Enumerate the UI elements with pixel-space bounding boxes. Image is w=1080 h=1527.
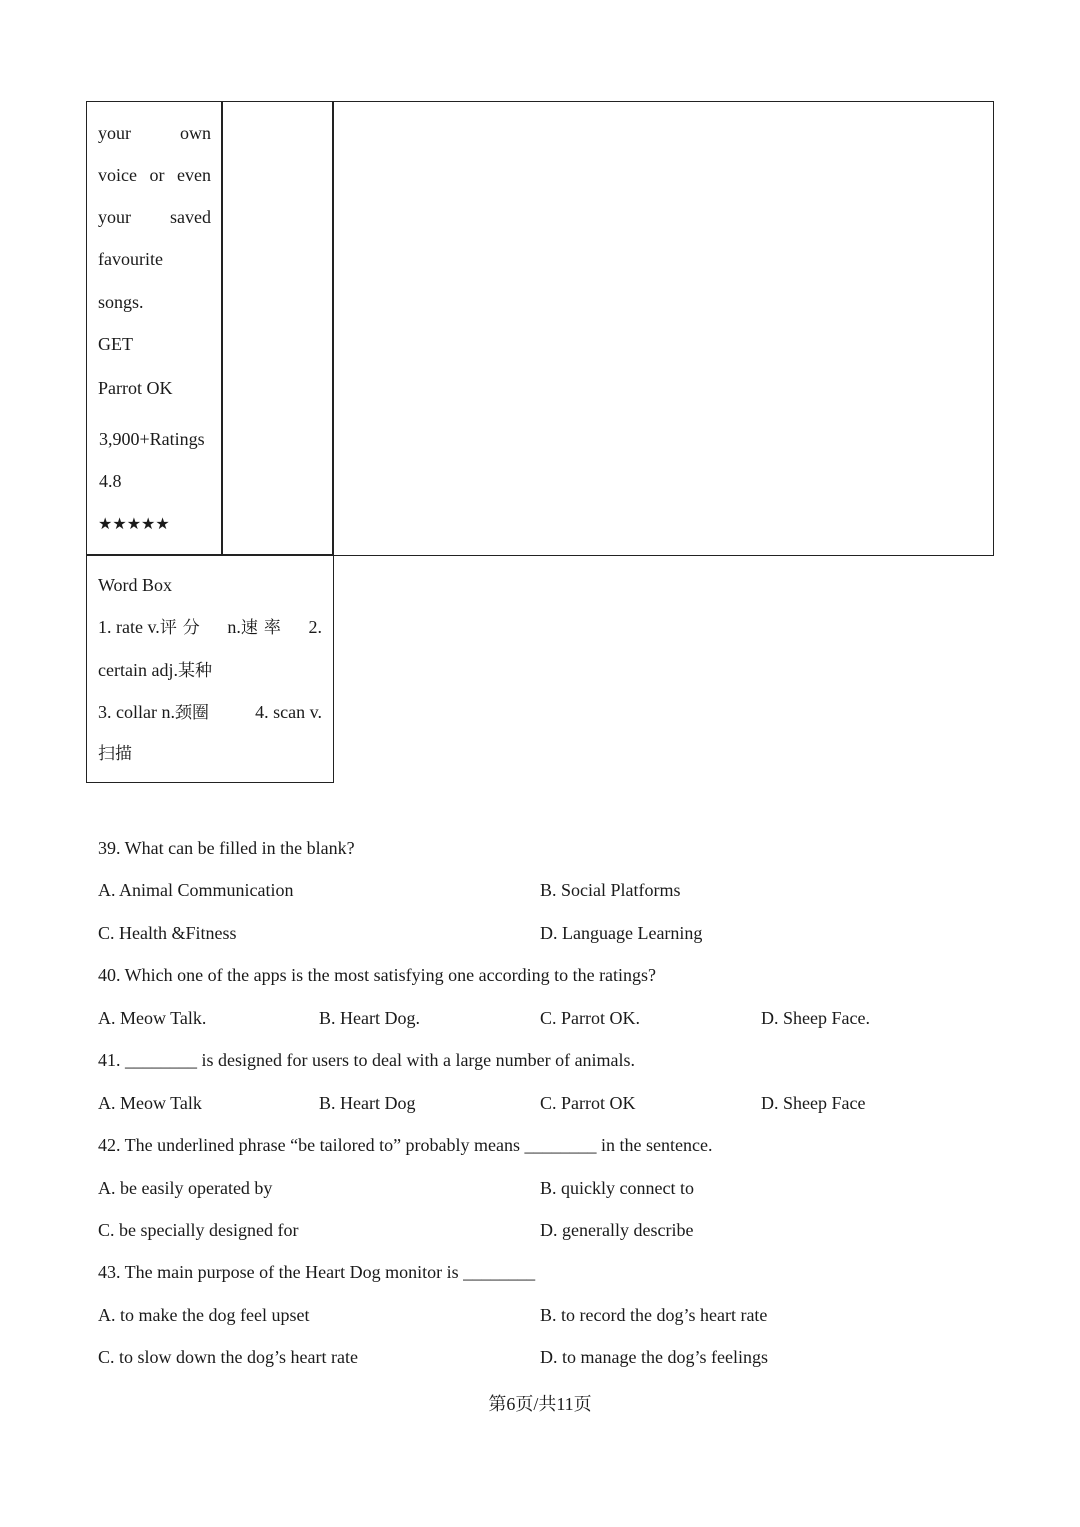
question-41: 41. ________ is designed for users to deal with a large number of animals. <box>98 1050 636 1070</box>
word-box-line-2 <box>98 659 212 682</box>
word: or <box>149 165 165 185</box>
word-meaning: 速率 <box>240 618 287 638</box>
option-40-d: D. Sheep Face. <box>761 1008 870 1028</box>
word-entry: 1. rate v. <box>98 617 160 637</box>
option-40-c: C. Parrot OK. <box>540 1008 640 1028</box>
option-43-c: C. to slow down the dog’s heart rate <box>98 1347 358 1367</box>
option-39-c: C. Health &Fitness <box>98 923 237 943</box>
option-41-a: A. Meow Talk <box>98 1093 202 1113</box>
word-meaning: 评分 <box>159 618 206 638</box>
word-box-line-1 <box>98 616 322 639</box>
app-table-middle-cell <box>221 101 334 556</box>
option-39-d: D. Language Learning <box>540 923 703 943</box>
word: saved <box>170 207 211 227</box>
option-42-c: C. be specially designed for <box>98 1220 299 1240</box>
app-desc-line-2 <box>98 164 211 186</box>
word-meaning: 某种 <box>177 661 212 681</box>
option-43-b: B. to record the dog’s heart rate <box>540 1305 768 1325</box>
app-name: Parrot OK <box>98 378 173 398</box>
app-desc-line-3 <box>98 206 211 228</box>
word-box-line-4: 扫描 <box>98 744 132 764</box>
word: even <box>177 165 211 185</box>
option-42-a: A. be easily operated by <box>98 1178 273 1198</box>
app-desc-line-1 <box>98 122 211 144</box>
word: voice <box>98 165 137 185</box>
app-table-right-cell <box>332 101 994 556</box>
option-42-d: D. generally describe <box>540 1220 694 1240</box>
option-39-b: B. Social Platforms <box>540 880 681 900</box>
word: your <box>98 207 131 227</box>
page-number: 第6页/共11页 <box>488 1394 592 1414</box>
word-meaning: 颈圈 <box>174 703 209 723</box>
get-label: GET <box>98 334 133 354</box>
word-box-title: Word Box <box>98 575 173 595</box>
option-40-b: B. Heart Dog. <box>319 1008 420 1028</box>
option-43-d: D. to manage the dog’s feelings <box>540 1347 768 1367</box>
option-40-a: A. Meow Talk. <box>98 1008 207 1028</box>
question-42: 42. The underlined phrase “be tailored to” probably means ________ in the sentence. <box>98 1135 713 1155</box>
app-desc-line-4: favourite <box>98 249 163 269</box>
option-43-a: A. to make the dog feel upset <box>98 1305 310 1325</box>
app-desc-line-5: songs. <box>98 292 144 312</box>
option-42-b: B. quickly connect to <box>540 1178 694 1198</box>
word-entry: n. <box>227 617 241 637</box>
ratings-count: 3,900+Ratings <box>99 429 205 449</box>
word: own <box>180 123 211 143</box>
option-39-a: A. Animal Communication <box>98 880 294 900</box>
option-41-c: C. Parrot OK <box>540 1093 636 1113</box>
question-40: 40. Which one of the apps is the most satisfying one according to the ratings? <box>98 965 657 985</box>
rating-score: 4.8 <box>99 471 122 491</box>
star-rating-icon: ★★★★★ <box>98 514 170 533</box>
question-39: 39. What can be filled in the blank? <box>98 838 355 858</box>
word-entry: 4. scan v. <box>255 702 322 722</box>
word-box-line-3 <box>98 701 322 724</box>
option-41-d: D. Sheep Face <box>761 1093 866 1113</box>
option-41-b: B. Heart Dog <box>319 1093 416 1113</box>
word-entry: 3. collar n. <box>98 702 175 722</box>
word: your <box>98 123 131 143</box>
word-number: 2. <box>308 617 322 637</box>
word-entry: certain adj. <box>98 660 178 680</box>
question-43: 43. The main purpose of the Heart Dog monitor is ________ <box>98 1262 536 1282</box>
